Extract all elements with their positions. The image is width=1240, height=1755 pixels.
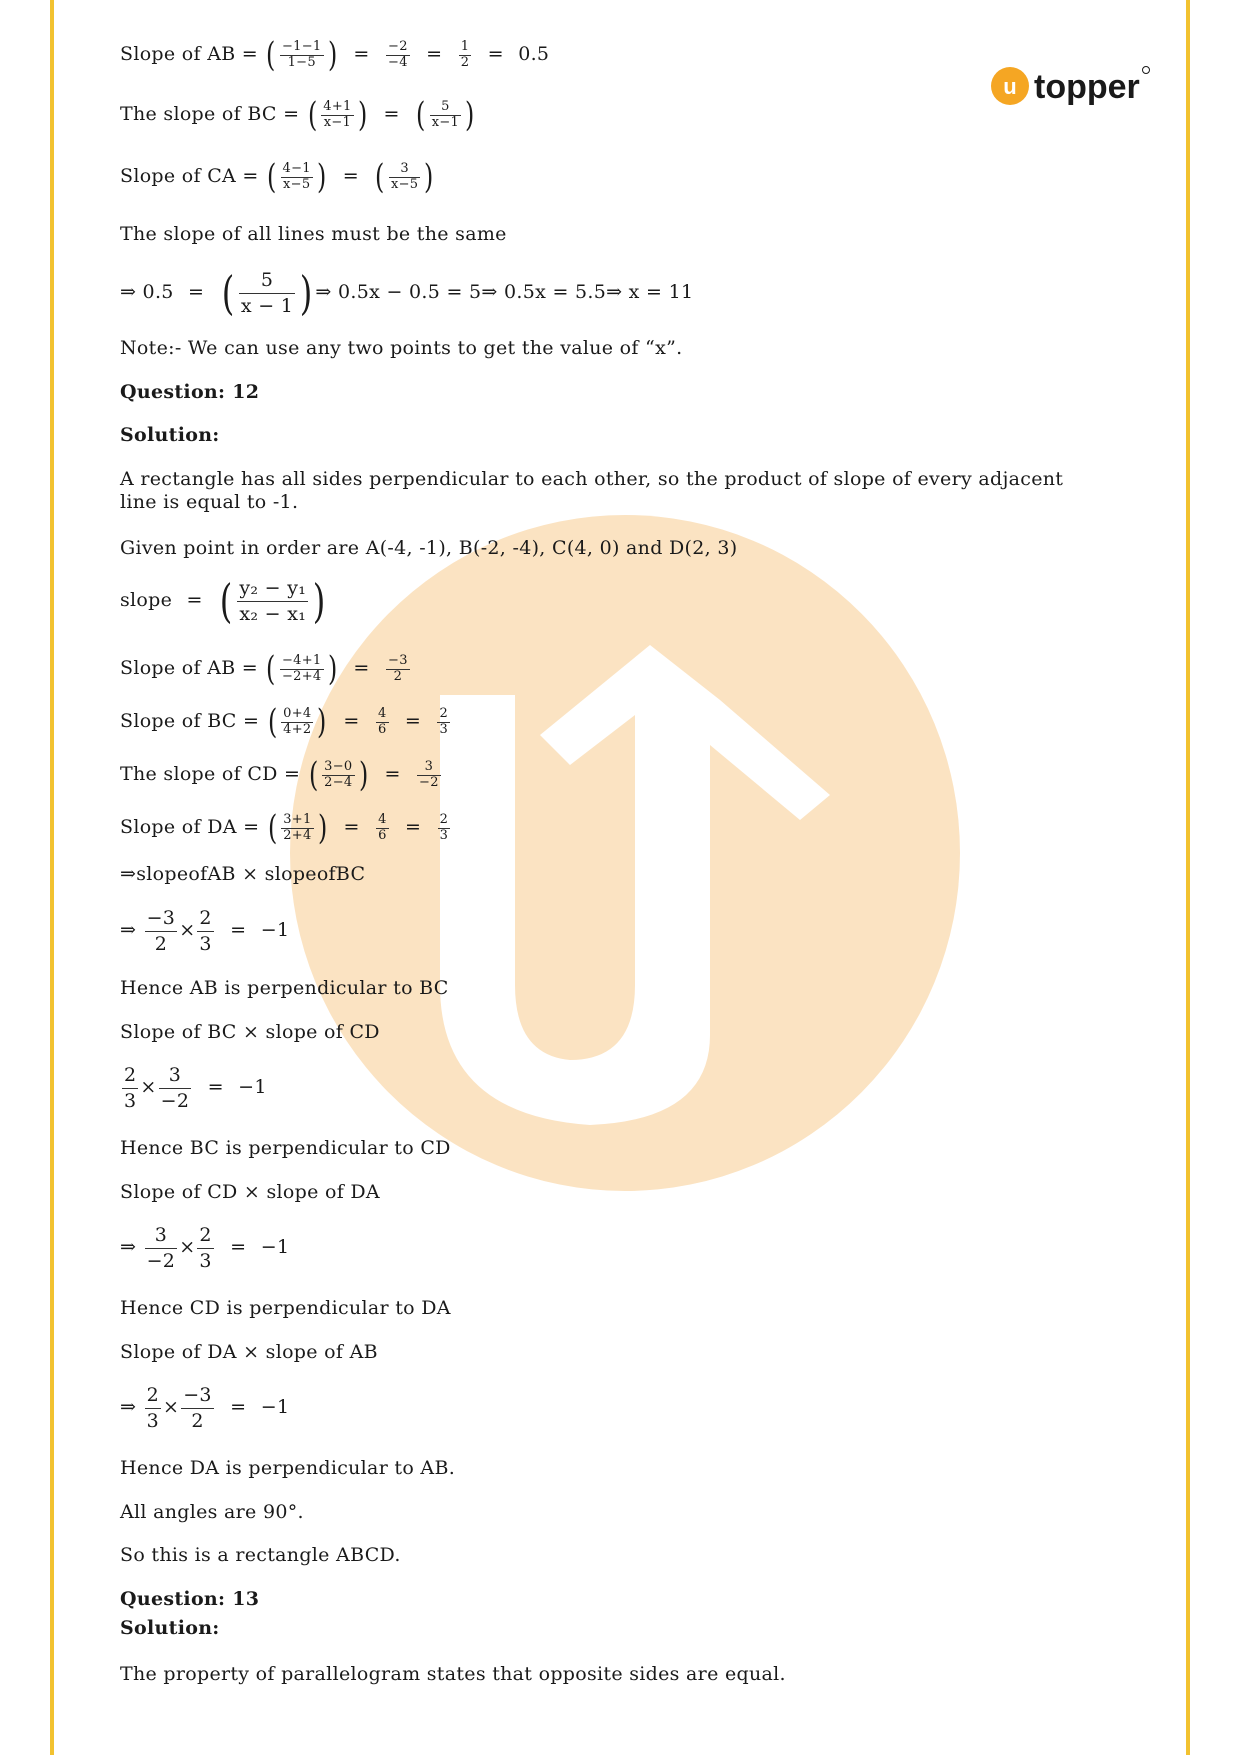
product-cd-da-calc [120,1223,289,1273]
numerator: −3 [388,652,408,668]
equals-sign: = [188,281,205,304]
fraction [122,1063,138,1113]
denominator: 2−4 [324,774,353,790]
equals-sign: = [405,816,422,838]
result: −1 [238,1076,267,1099]
slope-da-rect [120,808,452,848]
paren-close: ) [316,157,327,197]
equals-sign: = [353,657,370,679]
fraction [239,268,295,318]
denominator: 2 [460,54,470,70]
fraction [197,1223,213,1273]
numerator: −3 [181,1383,214,1409]
result: −1 [260,919,290,942]
equals-sign: = [230,1236,247,1259]
denominator: −2+4 [281,668,322,684]
page-border-left [50,0,54,1755]
numerator: 2 [439,705,449,721]
numerator: 3 [417,760,441,776]
denominator: 3 [199,932,212,955]
fraction [145,1383,161,1433]
page-border-right [1186,0,1190,1755]
implies-arrow: ⇒ [120,919,137,942]
equals-sign: = [487,43,504,65]
fraction [181,1383,214,1433]
equals-sign: = [230,919,247,942]
numerator: 3+1 [283,811,312,827]
question-12-heading: Question: 12 [120,381,260,403]
numerator: 4+1 [323,98,352,114]
equals-sign: = [342,165,360,187]
paren-open: ( [307,95,318,135]
fraction [159,1063,192,1113]
numerator: 4 [378,811,387,827]
fraction [281,162,313,193]
logo-letter: u [1003,74,1017,99]
fraction [145,1223,178,1273]
equals-sign: = [353,43,370,65]
paren-open: ( [375,157,385,197]
paren-close: ) [317,808,328,848]
denominator: 3 [439,721,449,737]
numerator: y₂ − y₁ [237,576,308,602]
denominator: −2 [146,1249,176,1272]
fraction [322,760,354,791]
numerator: 3 [145,1223,178,1249]
numerator: 2 [439,811,449,827]
slope-ab-label: Slope of AB = [120,43,259,65]
denominator: x−5 [283,176,311,192]
numerator: 4 [377,705,387,721]
product-ab-bc-calc [120,906,289,956]
numerator: 1 [460,38,470,54]
equals-sign: = [343,710,360,732]
numerator: 0+4 [283,705,312,721]
paren-close: ) [424,157,434,197]
times-sign: × [140,1076,157,1099]
equals-sign: = [383,103,400,125]
toppr-watermark-logo [290,515,960,1191]
numerator: −2 [388,38,408,54]
times-sign: × [179,1236,196,1259]
fraction [417,760,441,791]
denominator: −2 [160,1089,190,1112]
fraction [386,40,410,71]
denominator: −4 [388,54,408,70]
numerator: 4−1 [282,160,311,176]
slope-cd-rect [120,755,443,795]
logo-text: topper [1034,68,1140,106]
slope-cd-label: The slope of CD = [120,763,301,785]
note-text: Note:- We can use any two points to get the value of “x”. [120,337,683,359]
fraction [197,906,213,956]
equation-rest: ⇒ 0.5x − 0.5 = 5⇒ 0.5x = 5.5⇒ x = 11 [315,281,694,304]
denominator: 2 [191,1409,204,1432]
hence-cd-da: Hence CD is perpendicular to DA [120,1297,451,1319]
paren-close: ) [327,35,338,75]
numerator: 3 [159,1063,192,1089]
numerator: 2 [145,1383,161,1409]
slope-bc-label: Slope of BC = [120,710,260,732]
result: −1 [260,1236,290,1259]
denominator: 3 [146,1409,159,1432]
rectangle-conclusion: So this is a rectangle ABCD. [120,1544,401,1566]
slope-bc-line [120,95,477,135]
paren-open: ( [219,574,233,629]
paren-open: ( [266,157,277,197]
paren-open: ( [266,35,276,75]
hence-ab-bc: Hence AB is perpendicular to BC [120,977,449,999]
equals-sign: = [426,43,443,65]
denominator: x − 1 [240,294,294,317]
product-da-ab-label: Slope of DA × slope of AB [120,1341,378,1363]
fraction [430,100,461,131]
denominator: x−1 [323,114,352,130]
product-bc-cd-label: Slope of BC × slope of CD [120,1021,380,1043]
denominator: 3 [439,827,449,843]
denominator: x−1 [431,114,460,130]
slope-ca-label: Slope of CA = [120,165,259,187]
fraction [376,813,389,844]
slope-ca-line [120,157,436,197]
fraction [389,162,420,193]
denominator: 3 [199,1249,212,1272]
implies-arrow: ⇒ [120,1396,137,1419]
paren-close: ) [357,95,368,135]
question-13-heading: Question: 13 [120,1588,260,1610]
hence-bc-cd: Hence BC is perpendicular to CD [120,1137,451,1159]
denominator: 6 [378,827,387,843]
denominator: x₂ − x₁ [239,602,307,625]
fraction [280,40,324,71]
denominator: 3 [124,1089,137,1112]
times-sign: × [179,919,196,942]
numerator: 2 [197,906,213,932]
product-ab-bc-label: ⇒slopeofAB × slopeofBC [120,863,366,885]
all-angles: All angles are 90°. [120,1501,304,1523]
numerator: 2 [122,1063,138,1089]
slope-ab-rect [120,649,412,689]
paren-close: ) [327,649,338,689]
solution-12-heading: Solution: [120,424,220,446]
slope-bc-rect [120,702,452,742]
equation-start: ⇒ 0.5 [120,281,174,304]
fraction [376,707,389,738]
fraction [281,707,313,738]
fraction [280,654,324,685]
fraction [145,906,178,956]
paren-open: ( [266,649,276,689]
equals-sign: = [384,763,401,785]
product-bc-cd-calc [120,1063,267,1113]
denominator: −2 [419,774,439,790]
numerator: 3−0 [324,758,353,774]
slope-formula [120,574,328,629]
paren-open: ( [308,755,319,795]
times-sign: × [162,1396,180,1419]
paren-close: ) [358,755,369,795]
paren-open: ( [267,808,278,848]
denominator: 1−5 [287,54,316,70]
equals-sign: = [230,1396,247,1419]
slope-label: slope [120,589,173,612]
equation-solve-x [120,266,694,321]
paren-open: ( [221,266,235,321]
equals-sign: = [343,816,360,838]
equals-sign: = [404,710,422,732]
slope-da-label: Slope of DA = [120,816,260,838]
slope-bc-label: The slope of BC = [120,103,300,125]
fraction [437,707,450,738]
product-da-ab-calc [120,1383,289,1433]
numerator: 5 [239,268,295,294]
equals-sign: = [207,1076,224,1099]
slope-ab-line [120,35,550,75]
denominator: 2 [154,932,168,955]
numerator: −4+1 [281,652,322,668]
denominator: 2 [393,668,403,684]
paren-open: ( [267,702,278,742]
numerator: 5 [430,100,461,116]
denominator: 6 [377,721,387,737]
numerator: −3 [145,906,178,932]
paragraph-rectangle-1: A rectangle has all sides perpendicular to each other, so the product of slope of every adjacent [120,468,1064,490]
result: −1 [260,1396,290,1419]
text-slope-same: The slope of all lines must be the same [120,223,507,245]
denominator: x−5 [390,176,419,192]
paren-close: ) [465,95,475,135]
slope-ab-label: Slope of AB = [120,657,259,679]
parallelogram-property: The property of parallelogram states that opposite sides are equal. [120,1663,786,1685]
paren-close: ) [312,574,326,629]
numerator: −1−1 [281,38,322,54]
fraction [321,100,353,131]
numerator: 2 [197,1223,213,1249]
hence-da-ab: Hence DA is perpendicular to AB. [120,1457,456,1479]
toppr-logo [988,62,1156,118]
paren-close: ) [317,702,328,742]
fraction [237,576,308,626]
fraction [386,654,410,685]
result: 0.5 [518,43,550,65]
paren-open: ( [416,95,426,135]
paren-close: ) [299,266,313,321]
implies-arrow: ⇒ [120,1236,137,1259]
fraction [281,813,313,844]
equals-sign: = [186,589,203,612]
fraction [459,40,472,71]
product-cd-da-label: Slope of CD × slope of DA [120,1181,380,1203]
fraction [438,813,451,844]
numerator: 3 [389,162,420,178]
denominator: 2+4 [283,827,312,843]
denominator: 4+2 [283,721,312,737]
given-points: Given point in order are A(-4, -1), B(-2, -4), C(4, 0) and D(2, 3) [120,537,738,559]
paragraph-rectangle-2: line is equal to -1. [120,491,299,513]
solution-13-heading: Solution: [120,1617,220,1639]
